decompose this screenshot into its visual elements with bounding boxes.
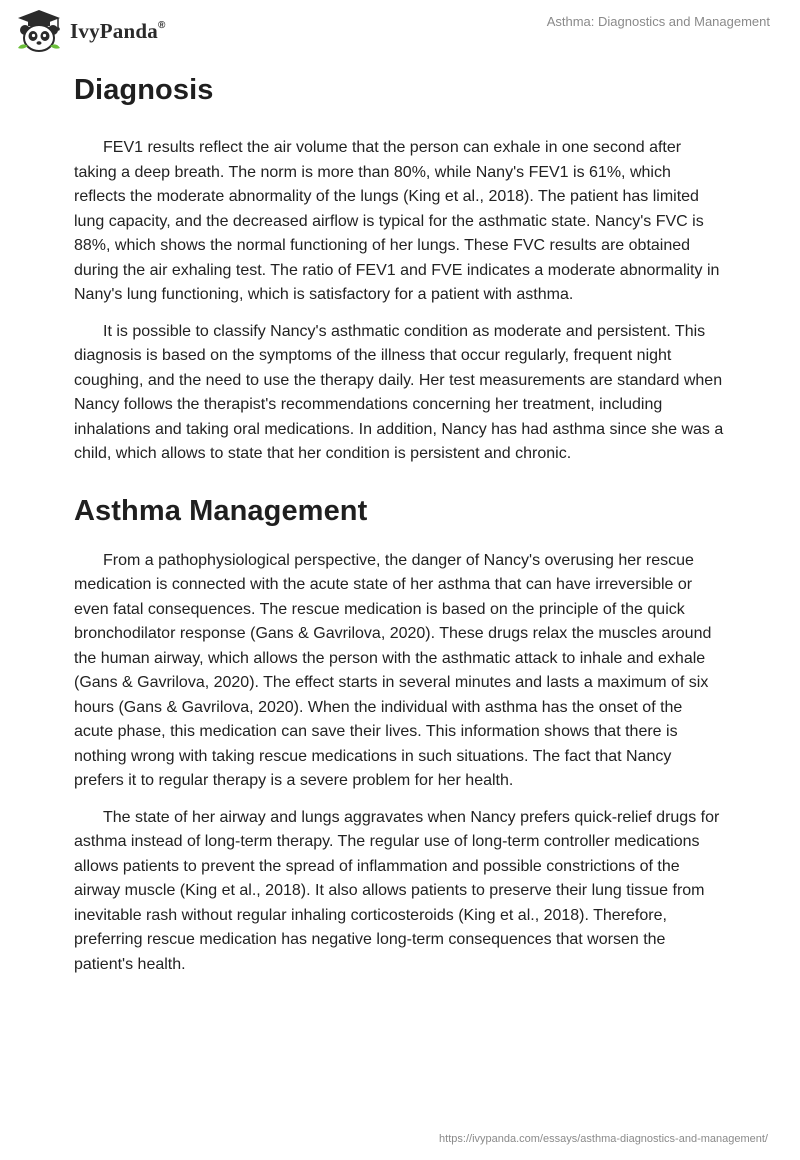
paragraph: From a pathophysiological perspective, the danger of Nancy's overusing her rescue medication is connected with the acute state of her asthma that can have irreversible or even fatal consequences. The rescue medication is based on the principle of the quick bronchodilator response (Gans & Gavrilova, 2020). These drugs relax the muscles around the human airway, which allows the person with the asthmatic attack to inhale and exhale (Gans & Gavrilova, 2020). The effect starts in several minutes and lasts a maximum of six hours (Gans & Gavrilova, 2020). When the individual with asthma has the onset of the acute phase, this medication can save their lives. This information shows that there is nothing wrong with taking rescue medications in such situations. The fact that Nancy prefers it to regular therapy is a severe problem for her health. xyxy=(74,551,712,789)
ivypanda-logo[interactable] xyxy=(14,8,166,54)
paragraph: It is possible to classify Nancy's asthmatic condition as moderate and persistent. This diagnosis is based on the symptoms of the illness that occur regularly, frequent night coughing, and the need to use the therapy daily. Her test measurements are standard when Nancy follows the therapist's recommendations concerning her treatment, including inhalations and taking oral medications. In addition, Nancy has had asthma since she was a child, which allows to state that her condition is persistent and chronic. xyxy=(74,322,724,462)
page-header xyxy=(0,0,800,62)
paragraph: FEV1 results reflect the air volume that the person can exhale in one second after taking a deep breath. The norm is more than 80%, while Nany's FEV1 is 61%, which reflects the moderate abnormality of the lungs (King et al., 2018). The patient has limited lung capacity, and the decreased airflow is typical for the asthmatic state. Nancy's FVC is 88%, which shows the normal functioning of her lungs. These FVC results are obtained during the air exhaling test. The ratio of FEV1 and FVE indicates a moderate abnormality in Nany's lung functioning, which is satisfactory for a patient with asthma. xyxy=(74,139,720,303)
essay-body xyxy=(74,70,724,977)
panda-graduate-icon xyxy=(14,8,64,54)
document-title: Asthma: Diagnostics and Management xyxy=(546,14,770,29)
brand-name: IvyPanda® xyxy=(70,18,166,43)
paragraph: The state of her airway and lungs aggravates when Nancy prefers quick-relief drugs for asthma instead of long-term therapy. The regular use of long-term controller medications allows patients to prevent the spread of inflammation and possible constrictions of the airway muscle (King et al., 2018). It also allows patients to preserve their lung tissue from inevitable rash without regular inhaling corticosteroids (King et al., 2018). Therefore, preferring rescue medication has negative long-term consequences that worsen the patient's health. xyxy=(74,808,720,973)
section-heading-asthma-management: Asthma Management xyxy=(74,494,368,527)
section-heading-diagnosis: Diagnosis xyxy=(74,74,214,106)
source-url-link[interactable]: https://ivypanda.com/essays/asthma-diagnostics-and-management/ xyxy=(439,1133,768,1145)
